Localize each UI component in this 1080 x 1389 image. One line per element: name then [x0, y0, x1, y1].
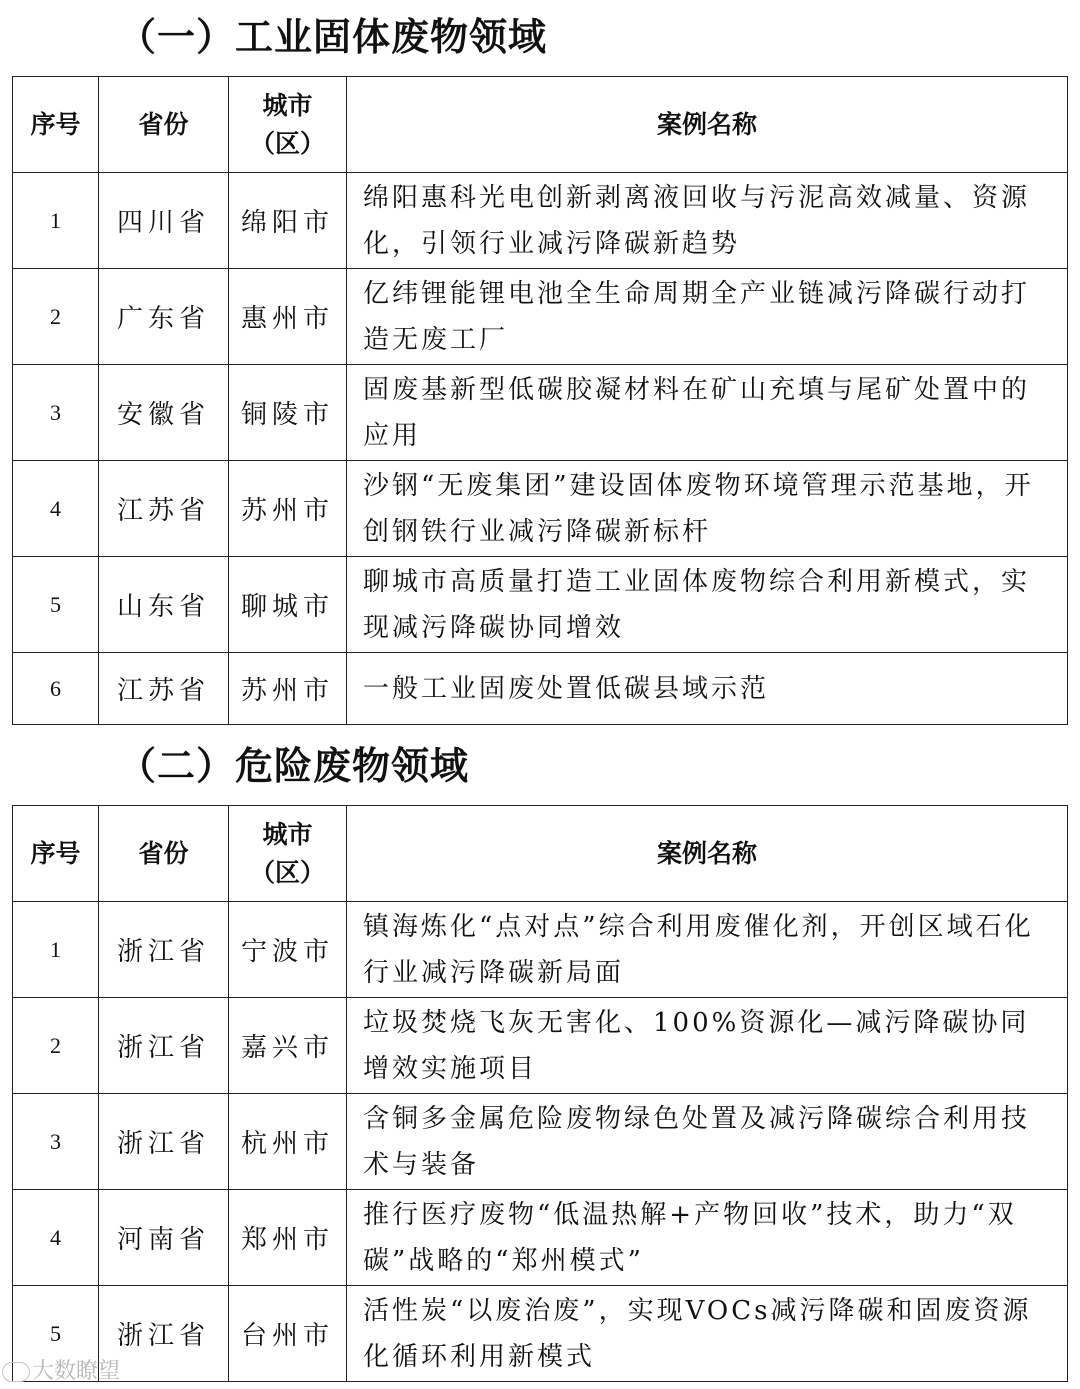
table-row [13, 1094, 1068, 1190]
hazardous-waste-table [12, 805, 1068, 1382]
header-city-line1: 城市 [262, 91, 313, 120]
row-case-name: 活性炭“以废治废”，实现VOCs减污降碳和固废资源化循环利用新模式 [347, 1286, 1068, 1382]
row-case-name: 垃圾焚烧飞灰无害化、100%资源化—减污降碳协同增效实施项目 [347, 998, 1068, 1094]
table-row [13, 1190, 1068, 1286]
row-no: 4 [13, 461, 99, 557]
header-case-name: 案例名称 [347, 806, 1068, 902]
row-no: 3 [13, 365, 99, 461]
row-city: 台州市 [229, 1286, 347, 1382]
section-title-hazardous-waste: （二）危险废物领域 [118, 744, 470, 788]
row-no: 2 [13, 269, 99, 365]
row-province: 浙江省 [99, 1094, 229, 1190]
row-city: 宁波市 [229, 902, 347, 998]
row-city: 嘉兴市 [229, 998, 347, 1094]
row-no: 6 [13, 653, 99, 725]
row-case-name: 聊城市高质量打造工业固体废物综合利用新模式，实现减污降碳协同增效 [347, 557, 1068, 653]
row-city: 聊城市 [229, 557, 347, 653]
weibo-logo-icon [2, 1362, 30, 1382]
header-no: 序号 [13, 77, 99, 173]
table-row [13, 269, 1068, 365]
table-row [13, 998, 1068, 1094]
header-city-line2: （区） [249, 857, 325, 887]
row-case-name: 亿纬锂能锂电池全生命周期全产业链减污降碳行动打造无废工厂 [347, 269, 1068, 365]
row-city: 绵阳市 [229, 173, 347, 269]
watermark-text: 大数瞭望 [32, 1359, 121, 1384]
table-row [13, 173, 1068, 269]
row-city: 铜陵市 [229, 365, 347, 461]
row-city: 惠州市 [229, 269, 347, 365]
table-row [13, 902, 1068, 998]
row-province: 江苏省 [99, 461, 229, 557]
row-case-name: 沙钢“无废集团”建设固体废物环境管理示范基地，开创钢铁行业减污降碳新标杆 [347, 461, 1068, 557]
row-no: 1 [13, 902, 99, 998]
row-province: 河南省 [99, 1190, 229, 1286]
row-case-name: 固废基新型低碳胶凝材料在矿山充填与尾矿处置中的应用 [347, 365, 1068, 461]
row-city: 苏州市 [229, 461, 347, 557]
section-title-industrial-solid-waste: （一）工业固体废物领域 [118, 15, 548, 59]
industrial-solid-waste-table [12, 76, 1068, 725]
header-city [229, 806, 347, 902]
table-row [13, 461, 1068, 557]
row-province: 浙江省 [99, 1286, 229, 1382]
row-province: 山东省 [99, 557, 229, 653]
row-province: 安徽省 [99, 365, 229, 461]
row-no: 3 [13, 1094, 99, 1190]
row-case-name: 推行医疗废物“低温热解+产物回收”技术，助力“双碳”战略的“郑州模式” [347, 1190, 1068, 1286]
row-province: 浙江省 [99, 902, 229, 998]
table-row [13, 557, 1068, 653]
row-case-name: 绵阳惠科光电创新剥离液回收与污泥高效减量、资源化，引领行业减污降碳新趋势 [347, 173, 1068, 269]
table-row [13, 365, 1068, 461]
row-province: 江苏省 [99, 653, 229, 725]
row-case-name: 一般工业固废处置低碳县域示范 [347, 653, 1068, 725]
row-no: 4 [13, 1190, 99, 1286]
table-header-row [13, 806, 1068, 902]
row-case-name: 含铜多金属危险废物绿色处置及减污降碳综合利用技术与装备 [347, 1094, 1068, 1190]
row-province: 广东省 [99, 269, 229, 365]
row-province: 浙江省 [99, 998, 229, 1094]
watermark [2, 1354, 120, 1385]
header-city-line1: 城市 [262, 820, 313, 849]
row-no: 1 [13, 173, 99, 269]
row-city: 苏州市 [229, 653, 347, 725]
row-no: 2 [13, 998, 99, 1094]
row-no: 5 [13, 557, 99, 653]
header-city-line2: （区） [249, 128, 325, 158]
header-province: 省份 [99, 806, 229, 902]
header-city [229, 77, 347, 173]
table-row [13, 1286, 1068, 1382]
row-city: 郑州市 [229, 1190, 347, 1286]
table-row [13, 653, 1068, 725]
row-city: 杭州市 [229, 1094, 347, 1190]
row-case-name: 镇海炼化“点对点”综合利用废催化剂，开创区域石化行业减污降碳新局面 [347, 902, 1068, 998]
header-case-name: 案例名称 [347, 77, 1068, 173]
table-header-row [13, 77, 1068, 173]
header-province: 省份 [99, 77, 229, 173]
header-no: 序号 [13, 806, 99, 902]
row-province: 四川省 [99, 173, 229, 269]
row-no: 5 [13, 1286, 99, 1382]
